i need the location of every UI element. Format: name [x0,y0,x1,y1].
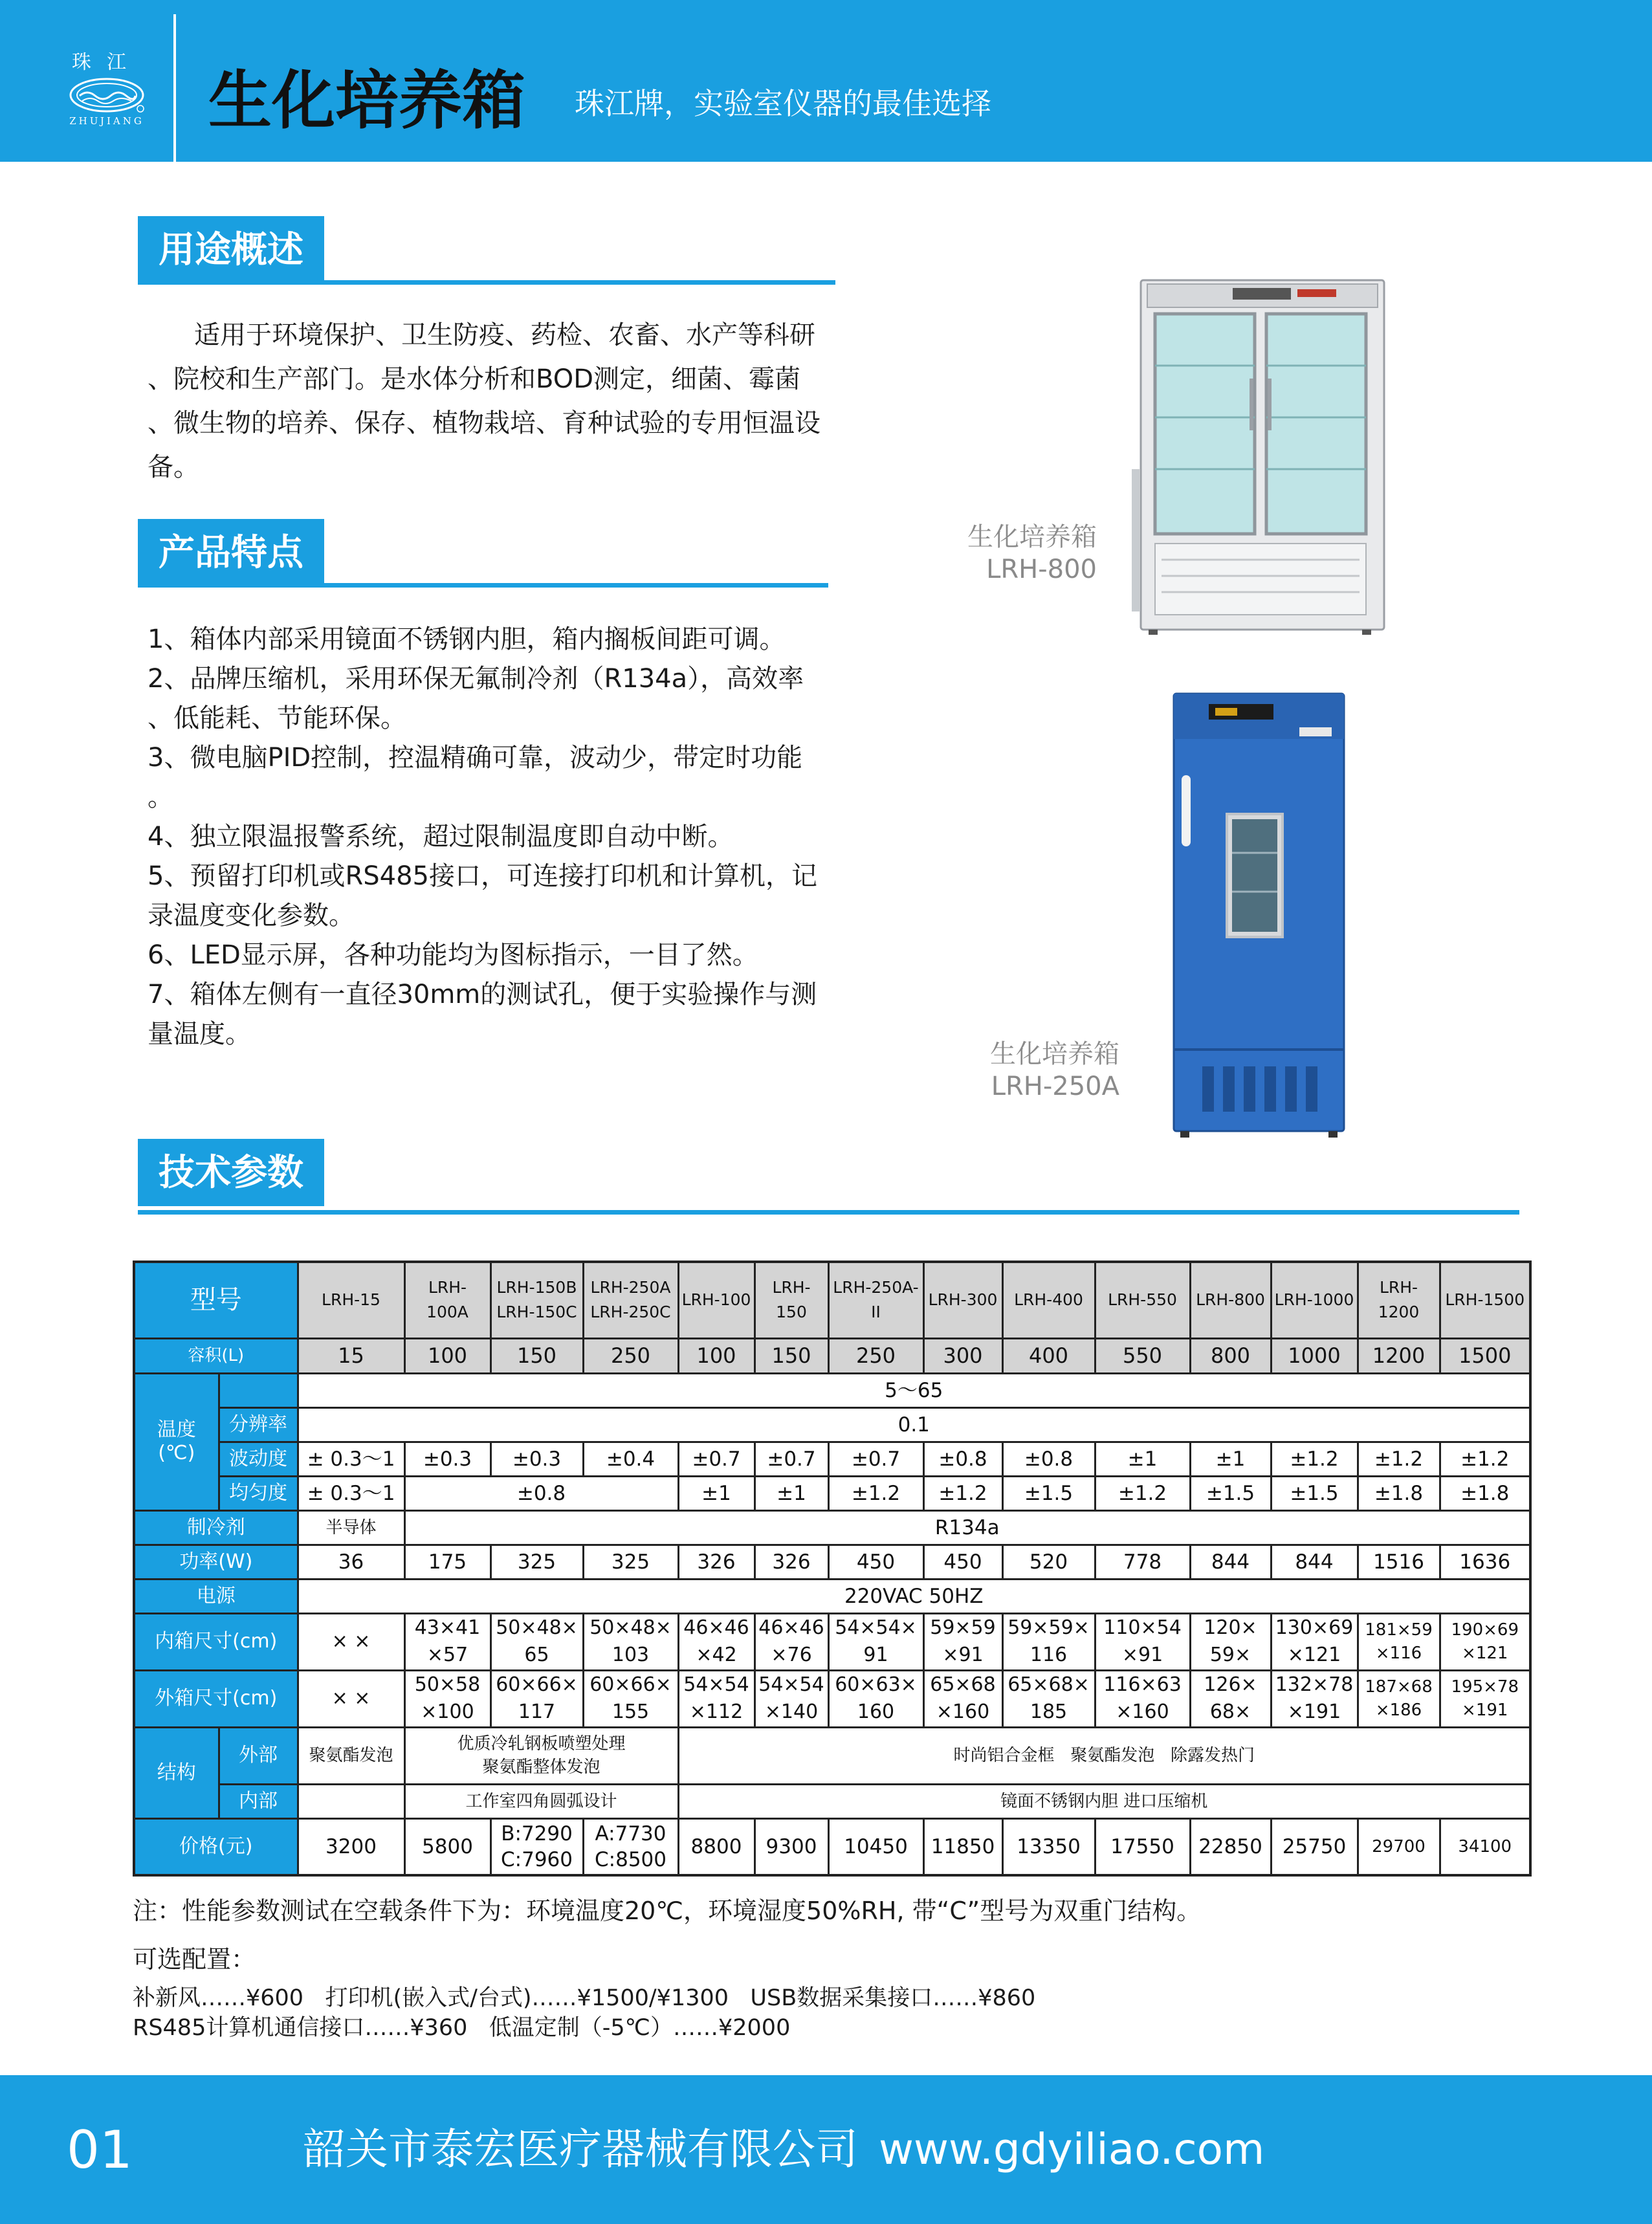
size-line: 54×54 [758,1673,824,1696]
capacity-cell: 1500 [1440,1338,1530,1373]
feature-item: 4、独立限温报警系统，超过限制温度即自动中断。 [148,822,734,852]
size-line: 59×59 [930,1616,996,1639]
power-cell: 326 [754,1545,828,1579]
outer-size-cell [490,1670,583,1727]
price-line: C:8500 [595,1847,666,1871]
uniformity-cell: ±1.5 [1271,1476,1358,1510]
uniformity-cell: ±1.5 [1190,1476,1271,1510]
spec-table [133,1261,1532,1877]
outer-size-cell [1271,1670,1358,1727]
size-line: ×191 [1287,1701,1341,1723]
outer-size-cell [1440,1670,1530,1727]
table-row-refrigerant [134,1510,1530,1545]
resolution-cell: 0.1 [298,1407,1530,1442]
capacity-cell: 400 [1002,1338,1095,1373]
outer-size-cell [1002,1670,1095,1727]
feature-item: 7、箱体左侧有一直径30mm的测试孔，便于实验操作与测 [148,980,817,1009]
size-line: ×121 [1287,1644,1341,1666]
header-slogan: 珠江牌，实验室仪器的最佳选择 [575,86,991,121]
fluctuation-cell: ±1 [1095,1442,1190,1476]
size-line: 110×54 [1103,1616,1182,1639]
label-inner-size: 内箱尺寸(cm) [134,1613,298,1670]
label-price: 价格(元) [134,1818,298,1875]
price-cell: 22850 [1190,1818,1271,1875]
inner-size-cell [490,1613,583,1670]
feature-list [148,620,872,1054]
product-caption-lrh-800 [925,521,1097,586]
outer-size-cell [754,1670,828,1727]
outer-size-cell [923,1670,1002,1727]
power-cell: 36 [298,1545,404,1579]
size-line: 46×46 [758,1616,824,1639]
size-line: 50×48× [496,1616,578,1639]
size-line: 60×66× [589,1673,672,1696]
table-row-fluctuation [134,1442,1530,1476]
fluctuation-cell: ±0.7 [828,1442,923,1476]
structure-inner-cell: 工作室四角圆弧设计 [404,1784,678,1818]
structure-line: 优质冷轧钢板喷塑处理 [457,1734,626,1754]
price-line: C:7960 [501,1847,573,1871]
size-line: ×140 [764,1701,819,1723]
table-row-power [134,1545,1530,1579]
table-row-inner-size [134,1613,1530,1670]
size-line: ×160 [1116,1701,1169,1723]
model-name: LRH-250C [590,1303,671,1322]
power-cell: 1516 [1358,1545,1440,1579]
fluctuation-cell: ±1 [1190,1442,1271,1476]
model-cell: LRH-300 [923,1262,1002,1338]
price-cell: 3200 [298,1818,404,1875]
power-cell: 450 [923,1545,1002,1579]
size-line: 50×48× [589,1616,672,1639]
fluctuation-cell: ±0.8 [923,1442,1002,1476]
structure-outer-cell: 时尚铝合金框 聚氨酯发泡 除露发热门 [678,1727,1530,1784]
product-image-lrh-800 [1129,275,1388,636]
table-row-capacity [134,1338,1530,1373]
page-title: 生化培养箱 [208,63,526,138]
model-cell: LRH-800 [1190,1262,1271,1338]
company-name: 韶关市泰宏医疗器械有限公司 [303,2124,858,2174]
fluctuation-cell: ±0.8 [1002,1442,1095,1476]
label-temperature [134,1373,219,1510]
options-line: 补新风……¥600 打印机(嵌入式/台式)……¥1500/¥1300 USB数据采集接口……¥860 [133,1985,1036,2011]
section-underline-features [138,583,828,588]
website-url: www.gdyiliao.com [879,2124,1265,2174]
uniformity-cell: ±1 [754,1476,828,1510]
size-line: × × [331,1630,371,1653]
model-cell: LRH-400 [1002,1262,1095,1338]
power-cell: 450 [828,1545,923,1579]
size-line: 160 [857,1701,895,1723]
size-line: 185 [1030,1701,1068,1723]
capacity-cell: 150 [754,1338,828,1373]
label-fluctuation: 波动度 [219,1442,298,1476]
capacity-cell: 300 [923,1338,1002,1373]
model-cell: LRH-150 [754,1262,828,1338]
uniformity-cell: ±1 [678,1476,754,1510]
size-line: 116 [1030,1644,1068,1666]
size-line: ×91 [1121,1644,1163,1666]
fluctuation-cell: ± 0.3～1 [298,1442,404,1476]
size-line: 195×78 [1451,1677,1519,1697]
feature-item: 2、品牌压缩机，采用环保无氟制冷剂（R134a），高效率 [148,664,804,694]
label-capacity: 容积(L) [134,1338,298,1373]
feature-item: 1、箱体内部采用镜面不锈钢内胆，箱内搁板间距可调。 [148,624,786,654]
feature-item: 、低能耗、节能环保。 [148,703,406,733]
label-structure-outer: 外部 [219,1727,298,1784]
size-line: 181×59 [1365,1620,1433,1640]
uniformity-cell: ±1.2 [923,1476,1002,1510]
price-cell: 25750 [1271,1818,1358,1875]
intro-line: 适用于环境保护、卫生防疫、药检、农畜、水产等科研 [194,320,815,350]
feature-item: 录温度变化参数。 [148,901,355,930]
brand-logo [61,52,152,136]
model-cell [583,1262,678,1338]
size-line: 103 [611,1644,650,1666]
size-line: 117 [518,1701,556,1723]
price-cell: 34100 [1440,1818,1530,1875]
inner-size-cell [923,1613,1002,1670]
model-cell: LRH-1500 [1440,1262,1530,1338]
capacity-cell: 100 [404,1338,490,1373]
header-divider [173,14,176,162]
outer-size-cell [298,1670,404,1727]
size-line: 54×54× [835,1616,917,1639]
power-cell: 326 [678,1545,754,1579]
structure-inner-blank [298,1784,404,1818]
fluctuation-cell: ±0.7 [754,1442,828,1476]
uniformity-cell: ±1.5 [1002,1476,1095,1510]
structure-outer-cell [404,1727,678,1784]
label-refrigerant: 制冷剂 [134,1510,298,1545]
fluctuation-cell: ±0.4 [583,1442,678,1476]
uniformity-cell: ±1.2 [828,1476,923,1510]
intro-paragraph [148,313,872,489]
size-line: 190×69 [1451,1620,1519,1640]
size-line: ×100 [421,1701,474,1723]
temp-range-cell: 5～65 [298,1373,1530,1407]
footer-bar [0,2075,1652,2224]
product-image-lrh-250a [1170,691,1348,1139]
model-cell: LRH-1200 [1358,1262,1440,1338]
size-line: ×186 [1375,1701,1422,1720]
model-cell: LRH-100A [404,1262,490,1338]
size-line: 130×69 [1275,1616,1354,1639]
feature-item: 5、预留打印机或RS485接口，可连接打印机和计算机，记 [148,861,817,891]
label-temperature-unit: (℃) [158,1442,195,1464]
test-condition-note: 注：性能参数测试在空载条件下为：环境温度20℃，环境湿度50%RH, 带“C”型号为双重门结构。 [133,1897,1202,1925]
size-line: 59×59× [1008,1616,1090,1639]
size-line: 68× [1209,1701,1251,1723]
refrigerant-cell: R134a [404,1510,1530,1545]
refrigerant-cell: 半导体 [298,1510,404,1545]
uniformity-cell: ±1.8 [1358,1476,1440,1510]
label-outer-size: 外箱尺寸(cm) [134,1670,298,1727]
feature-item: 。 [148,782,173,812]
structure-inner-cell: 镜面不锈钢内胆 进口压缩机 [678,1784,1530,1818]
size-line: 65×68 [930,1673,996,1696]
inner-size-cell [754,1613,828,1670]
logo-emblem-icon [68,76,146,114]
size-line: 59× [1209,1644,1251,1666]
inner-size-cell [1095,1613,1190,1670]
size-line: 65 [524,1644,549,1666]
logo-english-text: ZHUJIANG [69,115,144,127]
table-row-supply [134,1579,1530,1613]
model-cell: LRH-15 [298,1262,404,1338]
size-line: ×57 [426,1644,468,1666]
section-underline-specs [138,1210,1519,1215]
size-line: 60×63× [835,1673,917,1696]
price-cell: 11850 [923,1818,1002,1875]
size-line: ×116 [1375,1644,1422,1663]
model-name: LRH-150B [496,1278,577,1297]
inner-size-cell [1190,1613,1271,1670]
power-cell: 778 [1095,1545,1190,1579]
fluctuation-cell: ±1.2 [1358,1442,1440,1476]
price-cell: 8800 [678,1818,754,1875]
price-line: A:7730 [595,1822,666,1845]
structure-outer-cell: 聚氨酯发泡 [298,1727,404,1784]
options-line: RS485计算机通信接口……¥360 低温定制（-5℃）……¥2000 [133,2015,791,2041]
capacity-cell: 15 [298,1338,404,1373]
inner-size-cell [1002,1613,1095,1670]
table-row-model [134,1262,1530,1338]
feature-item: 3、微电脑PID控制，控温精确可靠，波动少，带定时功能 [148,743,803,773]
price-line: B:7290 [501,1822,573,1845]
price-cell: 10450 [828,1818,923,1875]
section-title-features: 产品特点 [138,519,324,586]
supply-cell: 220VAC 50HZ [298,1579,1530,1613]
size-line: ×112 [689,1701,743,1723]
table-row-temp-range [134,1373,1530,1407]
outer-size-cell [678,1670,754,1727]
capacity-cell: 150 [490,1338,583,1373]
size-line: ×191 [1462,1701,1508,1720]
size-line: ×42 [696,1644,737,1666]
intro-line: 备。 [148,452,199,482]
size-line: 54×54 [683,1673,749,1696]
inner-size-cell [1358,1613,1440,1670]
options-title: 可选配置： [133,1945,256,1974]
size-line: 155 [611,1701,650,1723]
capacity-cell: 100 [678,1338,754,1373]
size-line: 187×68 [1365,1677,1433,1697]
size-line: × × [331,1687,371,1710]
model-name: LRH-250A [590,1278,671,1297]
uniformity-cell: ±0.8 [404,1476,678,1510]
table-row-resolution [134,1407,1530,1442]
capacity-cell: 800 [1190,1338,1271,1373]
label-temperature-text: 温度 [157,1418,196,1441]
product-caption-model: LRH-250A [991,1072,1119,1101]
model-cell: LRH-100 [678,1262,754,1338]
power-cell: 175 [404,1545,490,1579]
uniformity-cell: ±1.8 [1440,1476,1530,1510]
label-power: 功率(W) [134,1545,298,1579]
structure-line: 聚氨酯整体发泡 [482,1757,600,1777]
price-cell: 9300 [754,1818,828,1875]
capacity-cell: 1200 [1358,1338,1440,1373]
price-cell [490,1818,583,1875]
size-line: 50×58 [414,1673,481,1696]
fluctuation-cell: ±0.3 [404,1442,490,1476]
size-line: 120× [1204,1616,1257,1639]
inner-size-cell [828,1613,923,1670]
inner-size-cell [583,1613,678,1670]
table-row-structure-outer [134,1727,1530,1784]
outer-size-cell [1358,1670,1440,1727]
model-name: LRH-150C [496,1303,577,1322]
feature-item: 量温度。 [148,1019,251,1049]
price-cell: 13350 [1002,1818,1095,1875]
product-caption-model: LRH-800 [986,555,1097,584]
power-cell: 844 [1271,1545,1358,1579]
size-line: 126× [1204,1673,1257,1696]
size-line: 43×41 [414,1616,481,1639]
outer-size-cell [404,1670,490,1727]
power-cell: 325 [490,1545,583,1579]
outer-size-cell [1190,1670,1271,1727]
capacity-cell: 550 [1095,1338,1190,1373]
power-cell: 325 [583,1545,678,1579]
product-caption-lrh-250a [938,1038,1119,1103]
size-line: 91 [863,1644,888,1666]
label-uniformity: 均匀度 [219,1476,298,1510]
header-bar [0,0,1652,162]
model-cell: LRH-250A-II [828,1262,923,1338]
inner-size-cell [404,1613,490,1670]
fluctuation-cell: ±0.7 [678,1442,754,1476]
uniformity-cell: ± 0.3～1 [298,1476,404,1510]
price-cell: 5800 [404,1818,490,1875]
table-row-outer-size [134,1670,1530,1727]
size-line: 65×68× [1008,1673,1090,1696]
product-caption-name: 生化培养箱 [967,522,1097,552]
section-underline-usage [138,280,835,285]
table-row-uniformity [134,1476,1530,1510]
power-cell: 520 [1002,1545,1095,1579]
size-line: ×121 [1462,1644,1508,1663]
fluctuation-cell: ±0.3 [490,1442,583,1476]
table-row-price [134,1818,1530,1875]
section-title-usage: 用途概述 [138,216,324,283]
page-number: 01 [67,2120,133,2180]
outer-size-cell [583,1670,678,1727]
intro-line: 、微生物的培养、保存、植物栽培、育种试验的专用恒温设 [148,408,820,438]
outer-size-cell [1095,1670,1190,1727]
inner-size-cell [1440,1613,1530,1670]
section-title-specs: 技术参数 [138,1139,324,1206]
fluctuation-cell: ±1.2 [1271,1442,1358,1476]
size-line: 132×78 [1275,1673,1354,1696]
inner-size-cell [1271,1613,1358,1670]
price-cell: 29700 [1358,1818,1440,1875]
price-cell [583,1818,678,1875]
size-line: 116×63 [1103,1673,1182,1696]
label-model: 型号 [134,1262,298,1338]
label-temp-range-blank [219,1373,298,1407]
logo-chinese-text: 珠江 [72,51,142,74]
power-cell: 844 [1190,1545,1271,1579]
label-resolution: 分辨率 [219,1407,298,1442]
model-cell [490,1262,583,1338]
model-cell: LRH-1000 [1271,1262,1358,1338]
model-cell: LRH-550 [1095,1262,1190,1338]
size-line: ×91 [942,1644,984,1666]
label-structure: 结构 [134,1727,219,1818]
capacity-cell: 250 [828,1338,923,1373]
capacity-cell: 1000 [1271,1338,1358,1373]
outer-size-cell [828,1670,923,1727]
label-structure-inner: 内部 [219,1784,298,1818]
label-supply: 电源 [134,1579,298,1613]
uniformity-cell: ±1.2 [1095,1476,1190,1510]
price-cell: 17550 [1095,1818,1190,1875]
capacity-cell: 250 [583,1338,678,1373]
intro-line: 、院校和生产部门。是水体分析和BOD测定，细菌、霉菌 [148,364,801,394]
size-line: ×76 [771,1644,812,1666]
inner-size-cell [678,1613,754,1670]
inner-size-cell [298,1613,404,1670]
table-row-structure-inner [134,1784,1530,1818]
fluctuation-cell: ±1.2 [1440,1442,1530,1476]
size-line: 60×66× [496,1673,578,1696]
size-line: ×160 [936,1701,990,1723]
size-line: 46×46 [683,1616,749,1639]
power-cell: 1636 [1440,1545,1530,1579]
feature-item: 6、LED显示屏，各种功能均为图标指示，一目了然。 [148,940,758,970]
product-caption-name: 生化培养箱 [990,1039,1119,1069]
